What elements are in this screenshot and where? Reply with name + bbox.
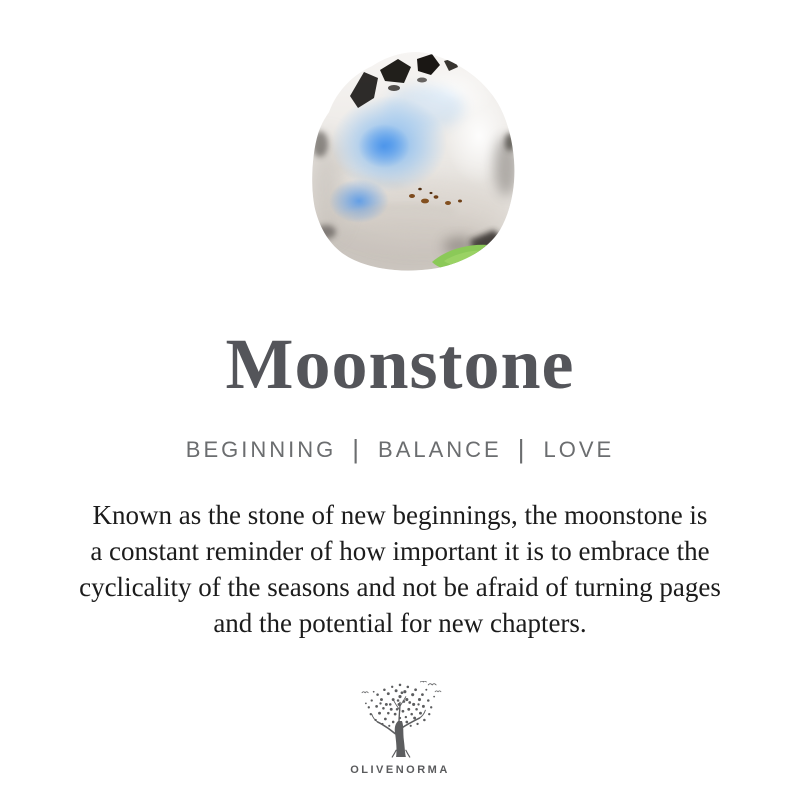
description-line: cyclicality of the seasons and not be afraid of turning pages [79, 571, 721, 602]
brand-name: OLIVENORMA [350, 763, 450, 776]
keyword-balance: BALANCE [378, 437, 502, 463]
divider-bar-icon: | [517, 434, 528, 464]
moonstone-rough-gemstone-icon [274, 46, 526, 274]
keyword-love: LOVE [543, 437, 615, 463]
moonstone-photo [274, 46, 526, 274]
keywords-row [186, 436, 614, 465]
divider-bar-icon: | [352, 434, 363, 464]
description-line: Known as the stone of new beginnings, the moonstone is [92, 499, 708, 530]
description-text [79, 497, 721, 641]
olive-tree-with-birds-icon [356, 681, 444, 759]
description-line: a constant reminder of how important it is to embrace the [90, 535, 710, 566]
keyword-beginning: BEGINNING [185, 437, 337, 463]
brand-logo [350, 681, 450, 776]
page-title: Moonstone [225, 324, 575, 404]
description-line: and the potential for new chapters. [213, 607, 587, 638]
